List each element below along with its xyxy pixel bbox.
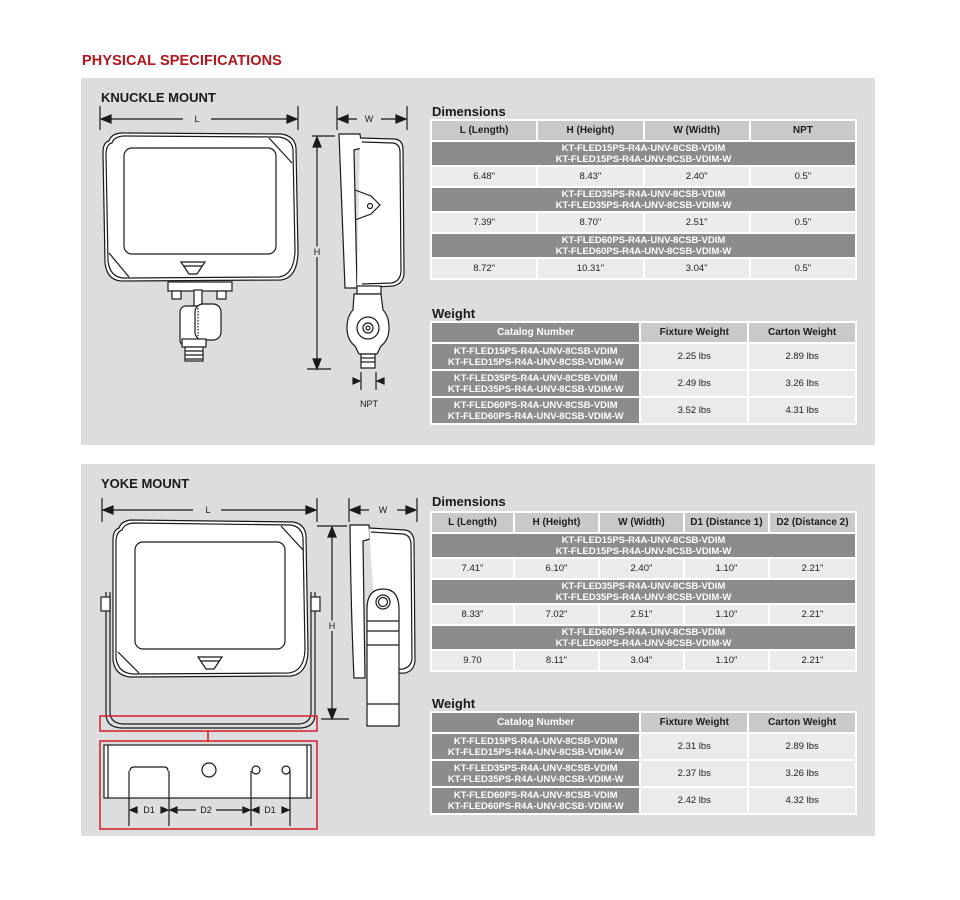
yoke-mount-panel [81,464,875,836]
l-label: L [205,505,211,515]
table-header-row [432,121,855,140]
column-header: Catalog Number [432,323,639,342]
table-row [432,344,855,369]
arrow-icon [161,807,168,813]
arrow-icon [353,378,360,384]
model-cell: KT-FLED15PS-R4A-UNV-8CSB-VDIM KT-FLED15PS-R4A-UNV-8CSB-VDIM-W [432,142,855,165]
table-header-row [432,323,855,342]
knuckle-mount-panel [81,78,875,445]
arrow-icon [377,378,384,384]
width-cell: 2.40" [600,559,683,578]
column-header: Catalog Number [432,713,639,732]
catalog-number-cell: KT-FLED60PS-R4A-UNV-8CSB-VDIM KT-FLED60PS-R4A-UNV-8CSB-VDIM-W [432,398,639,423]
table-row [432,651,855,670]
d1-cell: 1.10" [685,605,768,624]
model-cell: KT-FLED15PS-R4A-UNV-8CSB-VDIM KT-FLED15PS-R4A-UNV-8CSB-VDIM-W [432,534,855,557]
arrow-icon [252,807,259,813]
height-cell: 8.70" [538,213,642,232]
column-header: W (Width) [645,121,749,140]
column-header: H (Height) [515,513,598,532]
arrow-icon [396,115,406,123]
height-cell: 7.02" [515,605,598,624]
yoke-weight-title: Weight [432,696,476,711]
catalog-number-cell: KT-FLED60PS-R4A-UNV-8CSB-VDIM KT-FLED60PS-R4A-UNV-8CSB-VDIM-W [432,788,639,813]
model-cell: KT-FLED60PS-R4A-UNV-8CSB-VDIM KT-FLED60PS-R4A-UNV-8CSB-VDIM-W [432,626,855,649]
length-cell: 6.48" [432,167,536,186]
catalog-number-cell: KT-FLED35PS-R4A-UNV-8CSB-VDIM KT-FLED35PS-R4A-UNV-8CSB-VDIM-W [432,761,639,786]
lens-window [135,542,285,649]
length-cell: 8.72" [432,259,536,278]
d1-cell: 1.10" [685,559,768,578]
knuckle-mount-drawing [81,78,431,445]
yoke-dimensions-table [430,511,857,672]
arrow-icon [306,506,316,514]
carton-weight-cell: 4.31 lbs [749,398,855,423]
height-cell: 10.31" [538,259,642,278]
npt-cell: 0.5" [751,213,855,232]
fixture-weight-cell: 2.42 lbs [641,788,747,813]
table-header-row [432,513,855,532]
column-header: NPT [751,121,855,140]
arrow-icon [103,506,113,514]
column-header: Fixture Weight [641,713,747,732]
npt-cell: 0.5" [751,259,855,278]
mount-hole [252,766,260,774]
carton-weight-cell: 3.26 lbs [749,371,855,396]
column-header: D2 (Distance 2) [770,513,855,532]
fixture-side-housing [357,138,404,288]
arrow-icon [313,359,321,369]
table-header-row [432,713,855,732]
table-row [432,213,855,232]
table-row [432,761,855,786]
length-cell: 7.41" [432,559,513,578]
arrow-icon [338,115,348,123]
d1-label: D1 [264,805,276,815]
table-row [432,167,855,186]
arrow-icon [328,709,336,719]
d1-label: D1 [143,805,155,815]
arrow-icon [282,807,289,813]
width-cell: 3.04" [600,651,683,670]
model-row [432,188,855,211]
arrow-icon [130,807,137,813]
npt-label: NPT [360,399,378,409]
width-cell: 2.40" [645,167,749,186]
mount-hole [282,766,290,774]
knuckle-dimensions-title: Dimensions [432,104,506,119]
model-row [432,626,855,649]
fixture-weight-cell: 2.31 lbs [641,734,747,759]
column-header: H (Height) [538,121,642,140]
width-cell: 2.51" [600,605,683,624]
table-row [432,788,855,813]
yoke-weight-table [430,711,857,815]
carton-weight-cell: 4.32 lbs [749,788,855,813]
column-header: L (Length) [432,513,513,532]
column-header: W (Width) [600,513,683,532]
model-row [432,142,855,165]
knuckle-mount-title: KNUCKLE MOUNT [101,90,216,105]
d2-cell: 2.21" [770,605,855,624]
length-cell: 9.70 [432,651,513,670]
table-row [432,398,855,423]
height-cell: 6.10" [515,559,598,578]
fixture-weight-cell: 2.25 lbs [641,344,747,369]
fixture-weight-cell: 3.52 lbs [641,398,747,423]
column-header: L (Length) [432,121,536,140]
knuckle-weight-title: Weight [432,306,476,321]
arrow-icon [287,115,297,123]
width-cell: 2.51" [645,213,749,232]
arrow-icon [101,115,111,123]
column-header: D1 (Distance 1) [685,513,768,532]
yoke-mount-drawing [81,464,431,836]
model-row [432,534,855,557]
table-row [432,259,855,278]
center-hole [202,763,216,777]
model-cell: KT-FLED60PS-R4A-UNV-8CSB-VDIM KT-FLED60PS-R4A-UNV-8CSB-VDIM-W [432,234,855,257]
h-label: H [313,247,321,257]
yoke-dimensions-title: Dimensions [432,494,506,509]
arrow-icon [406,506,416,514]
width-cell: 3.04" [645,259,749,278]
l-label: L [194,114,200,124]
carton-weight-cell: 3.26 lbs [749,761,855,786]
arrow-icon [313,137,321,147]
slot-hole [130,767,168,771]
lens-window [124,148,276,254]
column-header: Carton Weight [749,713,855,732]
d2-label: D2 [200,805,212,815]
column-header: Fixture Weight [641,323,747,342]
arrow-icon [243,807,250,813]
column-header: Carton Weight [749,323,855,342]
length-cell: 7.39" [432,213,536,232]
yoke-mount-title: YOKE MOUNT [101,476,190,491]
carton-weight-cell: 2.89 lbs [749,344,855,369]
model-cell: KT-FLED35PS-R4A-UNV-8CSB-VDIM KT-FLED35PS-R4A-UNV-8CSB-VDIM-W [432,188,855,211]
model-row [432,234,855,257]
height-cell: 8.43" [538,167,642,186]
npt-cell: 0.5" [751,167,855,186]
table-row [432,559,855,578]
d2-cell: 2.21" [770,559,855,578]
page-title: PHYSICAL SPECIFICATIONS [82,53,282,69]
length-cell: 8.33" [432,605,513,624]
d1-cell: 1.10" [685,651,768,670]
catalog-number-cell: KT-FLED15PS-R4A-UNV-8CSB-VDIM KT-FLED15PS-R4A-UNV-8CSB-VDIM-W [432,344,639,369]
arrow-icon [328,527,336,537]
height-cell: 8.11" [515,651,598,670]
fixture-weight-cell: 2.49 lbs [641,371,747,396]
fixture-weight-cell: 2.37 lbs [641,761,747,786]
table-row [432,371,855,396]
arrow-icon [170,807,177,813]
h-label: H [328,621,336,631]
d2-cell: 2.21" [770,651,855,670]
knuckle-dimensions-table [430,119,857,280]
w-label: W [378,505,388,515]
model-cell: KT-FLED35PS-R4A-UNV-8CSB-VDIM KT-FLED35PS-R4A-UNV-8CSB-VDIM-W [432,580,855,603]
catalog-number-cell: KT-FLED35PS-R4A-UNV-8CSB-VDIM KT-FLED35PS-R4A-UNV-8CSB-VDIM-W [432,371,639,396]
arrow-icon [350,506,360,514]
carton-weight-cell: 2.89 lbs [749,734,855,759]
w-label: W [364,114,374,124]
model-row [432,580,855,603]
table-row [432,605,855,624]
table-row [432,734,855,759]
knuckle-weight-table [430,321,857,425]
catalog-number-cell: KT-FLED15PS-R4A-UNV-8CSB-VDIM KT-FLED15PS-R4A-UNV-8CSB-VDIM-W [432,734,639,759]
